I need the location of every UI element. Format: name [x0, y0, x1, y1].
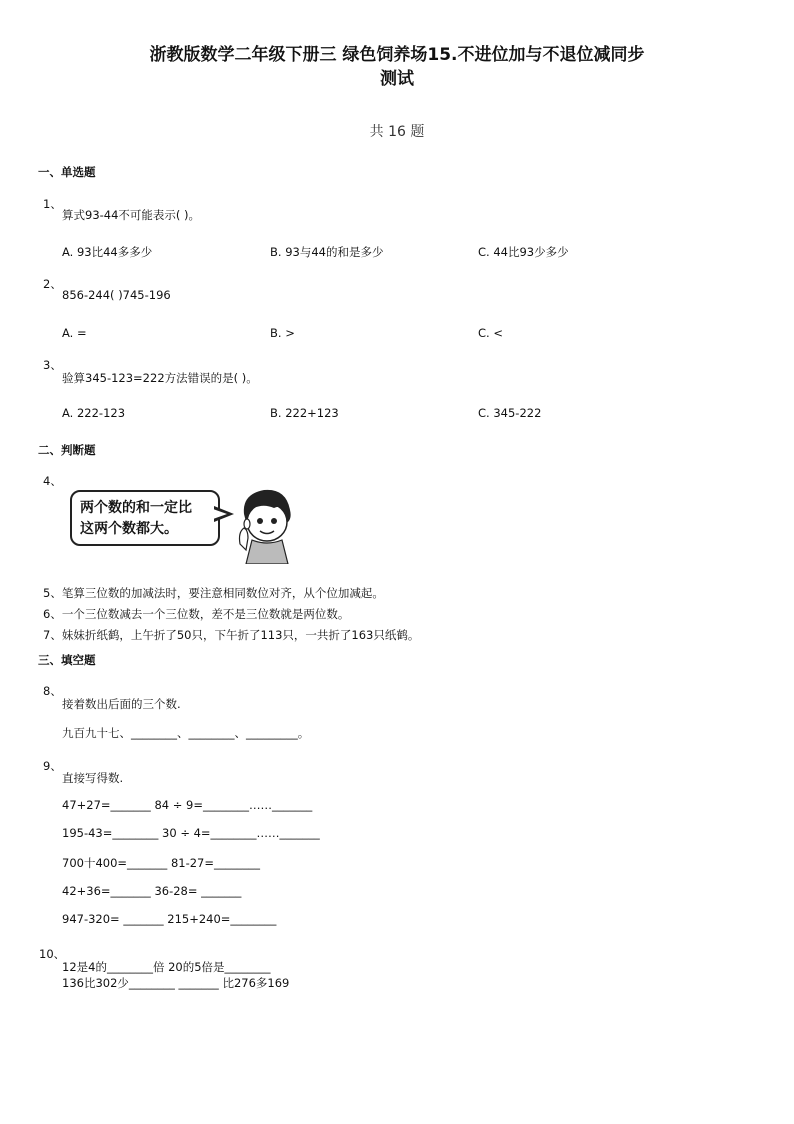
question-1-number: 1、 — [43, 197, 62, 211]
speech-bubble-line2: 这两个数都大。 — [80, 521, 178, 537]
question-3-option-b[interactable]: B. 222+123 — [270, 406, 339, 420]
question-10-line-1[interactable]: 12是4的________倍 20的5倍是________ — [62, 960, 271, 974]
speech-bubble-line1: 两个数的和一定比 — [80, 500, 192, 516]
question-9-row-5[interactable]: 947-320= _______ 215+240=________ — [62, 912, 277, 926]
question-10-number: 10、 — [39, 947, 66, 961]
question-3-option-c[interactable]: C. 345-222 — [478, 406, 542, 420]
question-9-number: 9、 — [43, 759, 62, 773]
question-7: 7、妹妹折纸鹤，上午折了50只，下午折了113只，一共折了163只纸鹤。 — [43, 628, 420, 642]
question-6: 6、一个三位数减去一个三位数，差不是三位数就是两位数。 — [43, 607, 350, 621]
question-1-option-b[interactable]: B. 93与44的和是多少 — [270, 245, 384, 259]
document-title-line1: 浙教版数学二年级下册三 绿色饲养场15.不进位加与不退位减同步 — [149, 45, 645, 65]
question-1-option-c[interactable]: C. 44比93少多少 — [478, 245, 569, 259]
question-3-number: 3、 — [43, 358, 62, 372]
question-9-row-3[interactable]: 700十400=_______ 81-27=________ — [62, 856, 260, 870]
question-9-row-2[interactable]: 195-43=________ 30 ÷ 4=________……_______ — [62, 826, 320, 840]
question-5: 5、笔算三位数的加减法时，要注意相同数位对齐，从个位加减起。 — [43, 586, 384, 600]
question-9-text: 直接写得数. — [62, 771, 124, 785]
question-2-option-c[interactable]: C. < — [478, 326, 503, 340]
question-2-text: 856-244( )745-196 — [62, 288, 171, 302]
boy-illustration — [230, 484, 302, 564]
question-8-number: 8、 — [43, 684, 62, 698]
question-8-blanks[interactable]: 九百九十七、________、________、_________。 — [62, 726, 310, 740]
section-heading-fill-blank: 三、填空题 — [38, 653, 96, 667]
question-count: 共 16 题 — [369, 124, 425, 140]
question-4-number: 4、 — [43, 474, 62, 488]
document-title-line2: 测试 — [380, 69, 414, 89]
question-9-row-4[interactable]: 42+36=_______ 36-28= _______ — [62, 884, 242, 898]
question-2-option-b[interactable]: B. > — [270, 326, 295, 340]
question-1-text: 算式93-44不可能表示( )。 — [62, 208, 201, 222]
question-10-line-2[interactable]: 136比302少________ _______ 比276多169 — [62, 976, 290, 990]
question-1-option-a[interactable]: A. 93比44多多少 — [62, 245, 153, 259]
section-heading-true-false: 二、判断题 — [38, 443, 96, 457]
section-heading-single-choice: 一、单选题 — [38, 165, 96, 179]
question-9-row-1[interactable]: 47+27=_______ 84 ÷ 9=________……_______ — [62, 798, 313, 812]
question-2-number: 2、 — [43, 277, 62, 291]
question-2-option-a[interactable]: A. = — [62, 326, 87, 340]
question-3-text: 验算345-123=222方法错误的是( )。 — [62, 371, 258, 385]
question-3-option-a[interactable]: A. 222-123 — [62, 406, 126, 420]
question-8-text: 接着数出后面的三个数. — [62, 697, 181, 711]
